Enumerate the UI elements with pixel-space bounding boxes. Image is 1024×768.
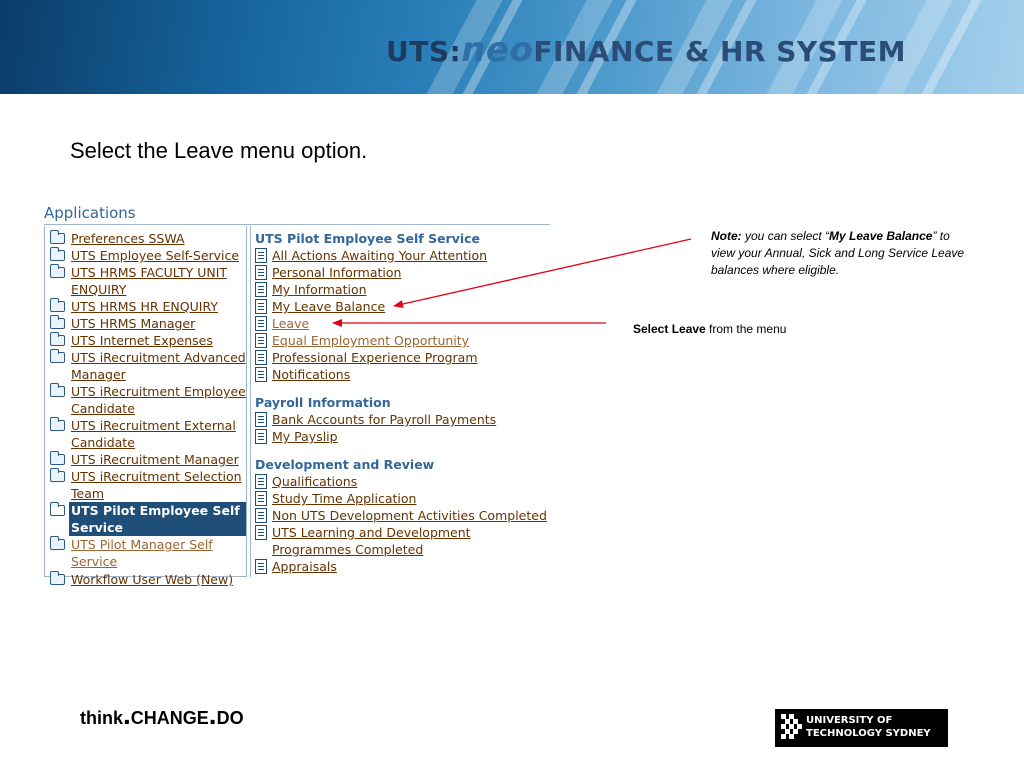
responsibility-item[interactable]: UTS iRecruitment Employee Candidate xyxy=(50,383,246,417)
function-item[interactable]: UTS Learning and Development Programmes Completed xyxy=(255,524,551,558)
responsibility-item[interactable]: UTS Pilot Manager Self Service xyxy=(50,536,246,570)
responsibility-item[interactable]: UTS iRecruitment Advanced Manager xyxy=(50,349,246,383)
responsibility-item[interactable]: UTS iRecruitment Selection Team xyxy=(50,468,246,502)
note-text-post: ” to view your Annual, Sick and Long Service Leave balances where eligible. xyxy=(711,229,965,277)
responsibility-item[interactable]: UTS Internet Expenses xyxy=(50,332,246,349)
uts-emblem-icon xyxy=(780,713,804,743)
responsibility-item[interactable]: Preferences SSWA xyxy=(50,230,246,247)
responsibility-item-selected[interactable]: UTS Pilot Employee Self Service xyxy=(50,502,246,536)
function-item[interactable]: All Actions Awaiting Your Attention xyxy=(255,247,551,264)
tagline-dot-1: . xyxy=(123,699,131,730)
instruction-text: Select the Leave menu option. xyxy=(70,138,368,163)
uts-logo-text: UNIVERSITY OF TECHNOLOGY SYDNEY xyxy=(806,715,931,739)
section-heading: UTS Pilot Employee Self Service xyxy=(255,231,481,246)
note-label: Note: xyxy=(711,229,742,243)
select-leave-rest: from the menu xyxy=(705,322,787,336)
arrow-to-my-leave-balance xyxy=(394,239,691,306)
system-title-text: FINANCE & HR SYSTEM xyxy=(533,35,906,68)
function-item[interactable]: Study Time Application xyxy=(255,490,551,507)
my-leave-balance-link[interactable]: My Leave Balance xyxy=(255,298,551,315)
responsibility-item[interactable]: UTS HRMS Manager xyxy=(50,315,246,332)
function-item[interactable]: My Information xyxy=(255,281,551,298)
function-item[interactable]: Personal Information xyxy=(255,264,551,281)
responsibility-item[interactable]: UTS HRMS FACULTY UNIT ENQUIRY xyxy=(50,264,246,298)
function-item[interactable]: Equal Employment Opportunity xyxy=(255,332,551,349)
responsibility-item[interactable]: UTS iRecruitment Manager xyxy=(50,451,246,468)
responsibility-item[interactable]: UTS iRecruitment External Candidate xyxy=(50,417,246,451)
uts-logo xyxy=(775,709,948,747)
note-text-pre: you can select “ xyxy=(741,229,830,243)
function-item[interactable]: Notifications xyxy=(255,366,551,383)
responsibility-item[interactable]: Workflow User Web (New) xyxy=(50,571,246,588)
select-leave-bold: Select Leave xyxy=(633,322,706,336)
tagline xyxy=(80,699,244,730)
note-callout xyxy=(711,228,971,279)
system-title-neo: neo xyxy=(461,30,534,70)
section-heading: Development and Review xyxy=(255,457,435,472)
select-leave-callout xyxy=(633,322,786,336)
applications-title: Applications xyxy=(44,204,136,222)
system-title-prefix: UTS: xyxy=(386,35,462,68)
tagline-change: CHANGE xyxy=(130,708,209,728)
responsibility-item[interactable]: UTS HRMS HR ENQUIRY xyxy=(50,298,246,315)
section-heading: Payroll Information xyxy=(255,395,391,410)
tagline-dot-2: . xyxy=(208,699,217,730)
function-item[interactable]: Appraisals xyxy=(255,558,551,575)
leave-link[interactable]: Leave xyxy=(255,315,551,332)
responsibility-item[interactable]: UTS Employee Self-Service xyxy=(50,247,246,264)
tagline-do: DO xyxy=(216,708,244,728)
function-item[interactable]: Bank Accounts for Payroll Payments xyxy=(255,411,551,428)
tagline-think: think xyxy=(80,708,123,728)
function-item[interactable]: My Payslip xyxy=(255,428,551,445)
function-item[interactable]: Professional Experience Program xyxy=(255,349,551,366)
function-item[interactable]: Non UTS Development Activities Completed xyxy=(255,507,551,524)
function-item[interactable]: Qualifications xyxy=(255,473,551,490)
note-emphasis: My Leave Balance xyxy=(829,229,933,243)
